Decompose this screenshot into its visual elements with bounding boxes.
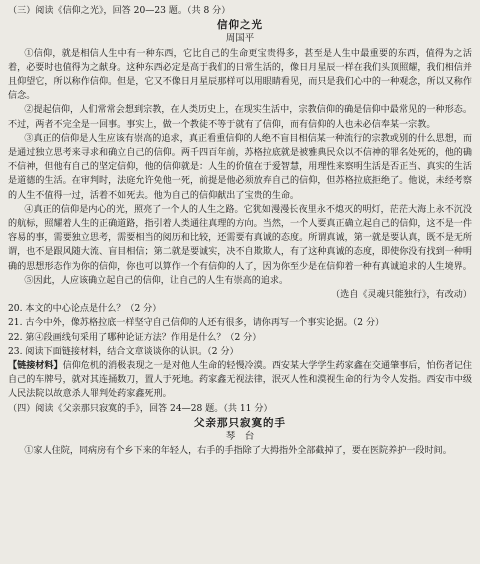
article-title: 信仰之光 — [217, 19, 263, 32]
question-23: 23. 阅读下面链接材料，结合文章谈谈你的认识。（2 分） — [8, 346, 239, 357]
article2-title: 父亲那只寂寞的手 — [194, 416, 286, 429]
paragraph-5: ⑤因此，人应该确立起自己的信仰，让自己的人生有崇高的追求。 — [24, 275, 289, 286]
question-21: 21. 古今中外，像苏格拉底一样坚守自己信仰的人还有很多，请你再写一个事实论据。（2 分） — [8, 318, 385, 329]
paragraph-2: ②提起信仰，人们常常会想到宗教，在人类历史上，在现实生活中，宗教信仰的确是信仰中最常见的一种形态。不过，两者不完全是一回事。事实上，做一个教徒不等于就有了信仰，而有信仰的人也未必信奉某一宗教。 — [8, 105, 472, 130]
link-material — [8, 359, 472, 402]
exam-page — [8, 4, 472, 556]
paragraph-3: ③真正的信仰是人生应该有崇高的追求，真正看重信仰的人绝不盲目相信某一种流行的宗教或别的什么思想，而是通过独立思考来寻求和确立自己的信仰。两千四百年前，苏格拉底就是被雅典民众以不信神的罪名处死的，他的确不信神，但他有自己的坚定信仰，他的信仰就是：人生的价值在于爱智慧，用理性来察明生活是否正当、真实的生活是道德的生活。在审判时，法庭允许免他一死，前提是他必须放弃自己的信仰，但苏格拉底拒绝了。他说，未经考察的人生不值得一过，活着不如死去。他为自己的信仰献出了宝贵的生命。 — [8, 133, 472, 201]
question-22: 22. 第④段画线句采用了哪种论证方法？作用是什么？（2 分） — [8, 332, 262, 343]
paragraph-1: ①信仰，就是相信人生中有一种东西，它比自己的生命更宝贵得多，甚至是人生中最重要的东西，值得为之活着，必要时也值得为之献身。这种东西必定是高于我们的日常生活的，像日月星辰一样在我们头顶照耀，我们相信并且仰望它，所以称作信仰。但是，它又不像日月星辰那样可以用眼睛看见，而只是我们心中的一种观念，所以又称作信念。 — [8, 48, 472, 102]
article2-paragraph-1: ①家人住院，同病房有个乡下来的年轻人，右手的手指除了大拇指外全部截掉了，要在医院养护一段时间。 — [24, 446, 452, 457]
section4-header: （四）阅读《父亲那只寂寞的手》，回答 24—28 题。（共 11 分） — [8, 403, 273, 414]
link-material-body: 信仰危机的消极表现之一是对他人生命的轻慢冷漠。西安某大学学生药家鑫在交通肇事后，怕伤者记住自己的车牌号，就对其连捅数刀，置人于死地。药家鑫无视法律，泯灭人性和漠视生命的行为令人发指。西安市中级人民法院以故意杀人罪判处药家鑫死刑。 — [8, 361, 472, 400]
section3-header: （三）阅读《信仰之光》，回答 20—23 题。（共 8 分） — [8, 6, 231, 16]
link-material-head: 【链接材料】 — [8, 360, 63, 372]
article-author: 周国平 — [225, 33, 255, 45]
question-20: 20. 本文的中心论点是什么？（2 分） — [8, 304, 162, 315]
article2-author: 琴 台 — [225, 431, 255, 443]
paragraph-4: ④真正的信仰是内心的光，照亮了一个人的人生之路。它犹如漫漫长夜里永不熄灭的明灯，茫茫大海上永不沉没的航标，照耀着人生的正确道路，指引着人类通往真理的方向。当然，一个人要真正确立起自己的信仰，这不是一件容易的事，需要独立思考，需要相当的阅历和比较，还需要有真诚的态度。所谓真诚，第一就是要认真，既不是无所谓，也不是跟风随大流、盲目相信；第二就是要诚实，决不自欺欺人，有了这种真诚的态度，即使你没有找到一种明确的思想形态作为你的信仰，你也可以算作一个有信仰的人了，因为你至少是在信仰着一种有真诚追求的人生境界。 — [8, 204, 472, 272]
article-source: （选自《灵魂只能独行》，有改动） — [331, 290, 472, 301]
